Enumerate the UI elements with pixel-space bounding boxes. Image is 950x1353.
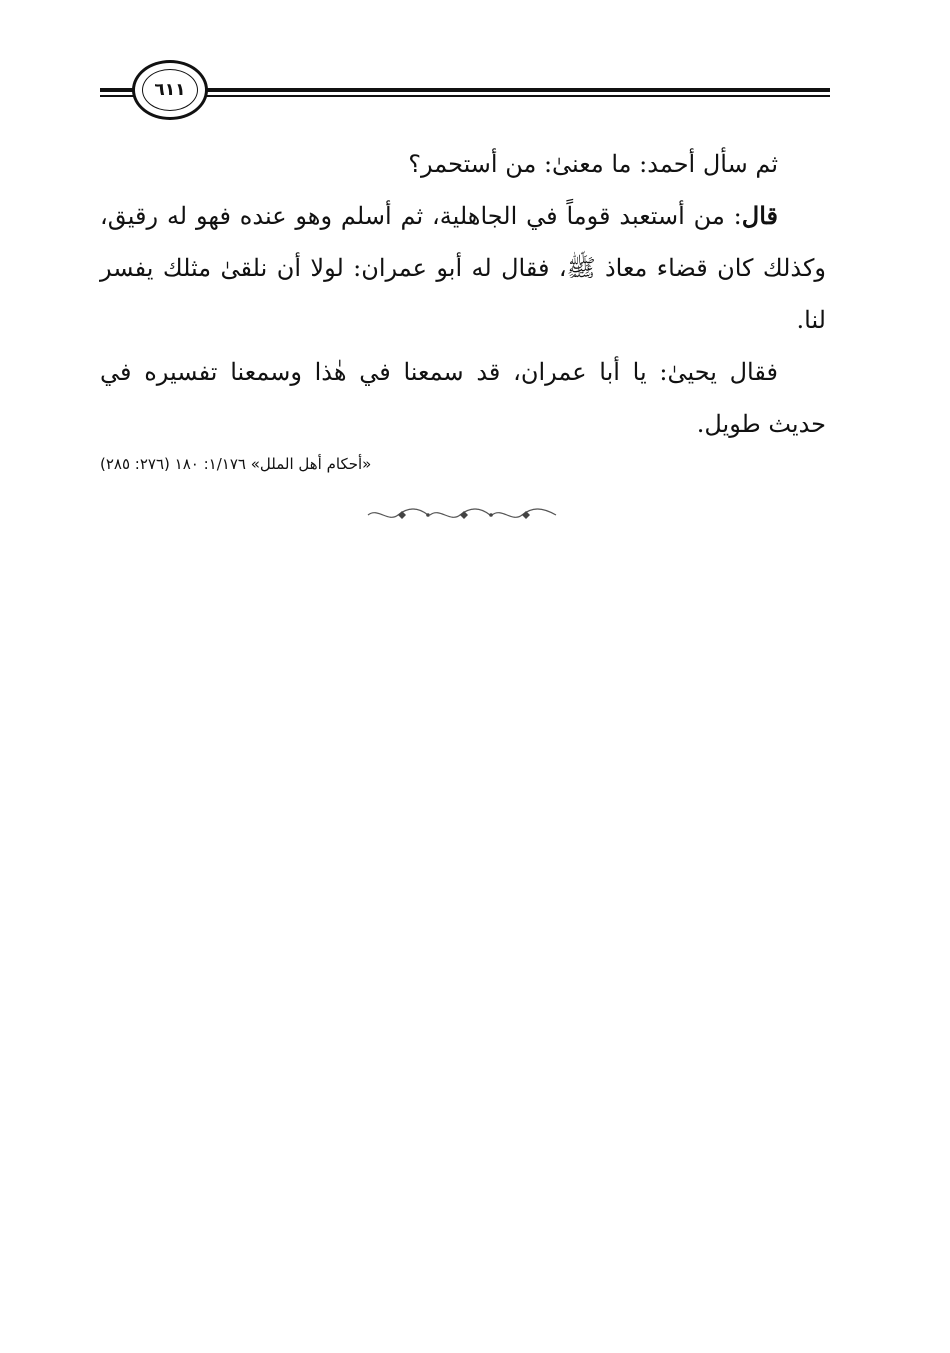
paragraph-text: : من أستعبد قوماً في الجاهلية، ثم أسلم وهو عنده فهو له رقيق، وكذلك كان قضاء معاذ ﷺ، فقال له أبو عمران: لولا أن نلقىٰ مثلك يفسر لنا.: [100, 202, 826, 334]
speaker-label: قال: [741, 201, 778, 230]
header-rule-thin: [100, 95, 830, 97]
header-rule-thick: [100, 88, 830, 92]
paragraph-yahya: [100, 346, 826, 450]
citation: [100, 452, 826, 476]
page-number-medallion: [132, 60, 208, 120]
paragraph-text: فقال يحيىٰ: يا أبا عمران، قد سمعنا في هٰذا وسمعنا تفسيره في حديث طويل.: [100, 358, 826, 438]
paragraph-text: ثم سأل أحمد: ما معنىٰ: من أستحمر؟: [408, 150, 778, 178]
paragraph-answer: [100, 190, 826, 346]
citation-reference: ١/١٧٦: ١٨٠ (٢٧٦: ٢٨٥): [100, 455, 246, 473]
page-number: ٦١١: [142, 69, 198, 111]
decorative-separator-icon: [364, 504, 560, 526]
page-header: [100, 60, 830, 124]
paragraph-question: [100, 138, 826, 190]
citation-source: «أحكام أهل الملل»: [250, 455, 372, 473]
body-text: [100, 138, 826, 450]
